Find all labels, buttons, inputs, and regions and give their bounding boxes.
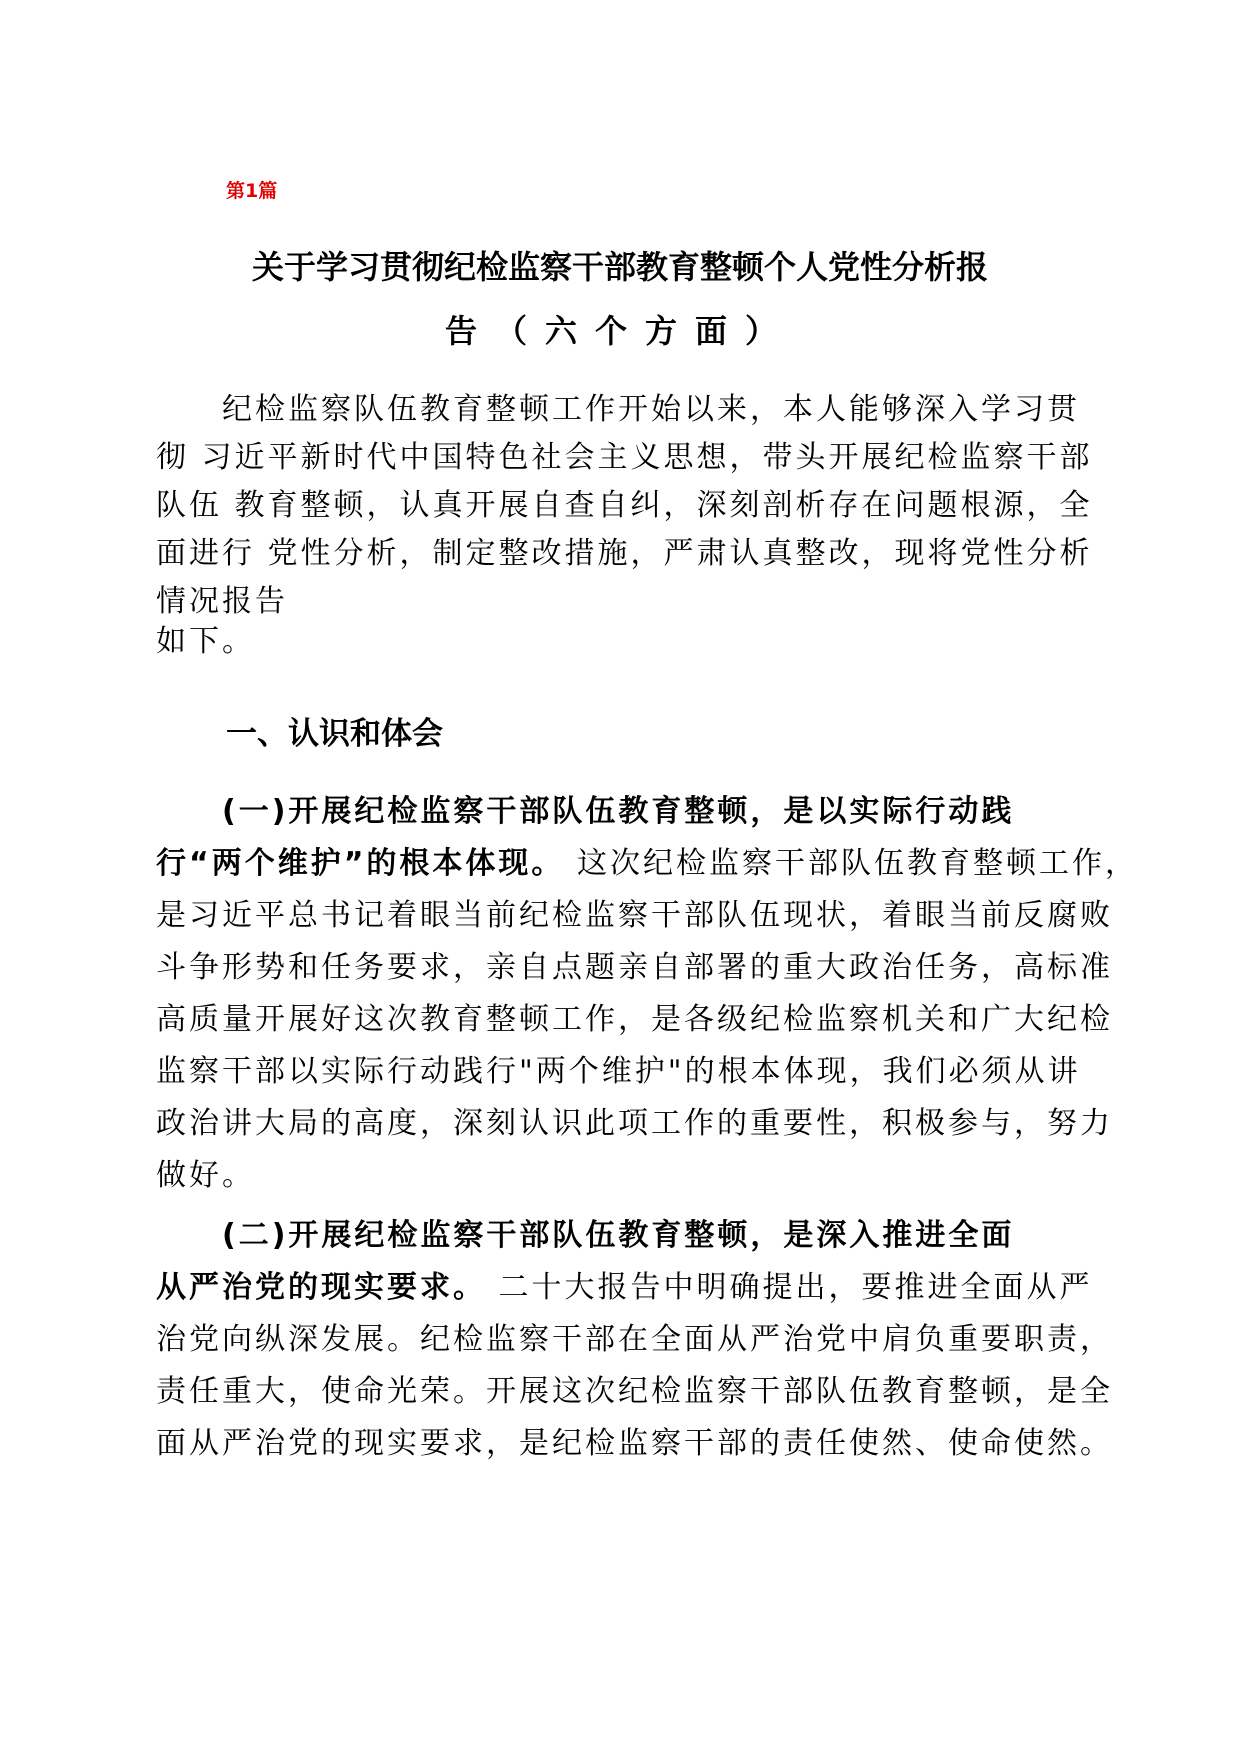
section-heading-1: 一、认识和体会: [226, 716, 443, 752]
subsection-2-heading: (二)开展纪检监察干部队伍教育整顿，是深入推进全面: [156, 1218, 1015, 1253]
subsection-2-line: 治党向纵深发展。纪检监察干部在全面从严治党中肩负重要职责，: [156, 1322, 1113, 1357]
subsection-1-line: 斗争形势和任务要求，亲自点题亲自部署的重大政治任务，高标准: [156, 950, 1113, 985]
intro-line: 面进行 党性分析，制定整改措施，严肃认真整改，现将党性分析: [156, 536, 1093, 571]
intro-line: 彻 习近平新时代中国特色社会主义思想，带头开展纪检监察干部: [156, 440, 1093, 475]
subsection-1-line: 政治讲大局的高度，深刻认识此项工作的重要性，积极参与，努力: [156, 1106, 1113, 1141]
subsection-2-line: 责任重大，使命光荣。开展这次纪检监察干部队伍教育整顿，是全: [156, 1374, 1113, 1409]
subsection-1-line: 做好。: [156, 1158, 255, 1193]
subsection-1-line: [156, 838, 1138, 882]
subsection-1-line: 监察干部以实际行动践行"两个维护"的根本体现，我们必须从讲: [156, 1054, 1081, 1089]
intro-line: 如下。: [156, 624, 255, 659]
subsection-2-line: 面从严治党的现实要求，是纪检监察干部的责任使然、使命使然。: [156, 1426, 1113, 1461]
subsection-1-text: 这次纪检监察干部队伍教育整顿工作，: [564, 846, 1138, 881]
section-tag: 第1篇: [226, 180, 278, 202]
document-title-line-2: 告（六个方面）: [444, 312, 795, 350]
subsection-1-line: 高质量开展好这次教育整顿工作，是各级纪检监察机关和广大纪检: [156, 1002, 1113, 1037]
subsection-1-line: 是习近平总书记着眼当前纪检监察干部队伍现状，着眼当前反腐败: [156, 898, 1113, 933]
intro-line: 情况报告: [156, 584, 288, 619]
document-title-line-1: 关于学习贯彻纪检监察干部教育整顿个人党性分析报: [251, 248, 988, 286]
subsection-2-heading-cont: 从严治党的现实要求。: [156, 1270, 486, 1305]
intro-line: 纪检监察队伍教育整顿工作开始以来，本人能够深入学习贯: [156, 392, 1080, 427]
subsection-1-heading: (一)开展纪检监察干部队伍教育整顿，是以实际行动践: [156, 794, 1015, 829]
intro-line: 队伍 教育整顿，认真开展自查自纠，深刻剖析存在问题根源，全: [156, 488, 1093, 523]
subsection-2-text: 二十大报告中明确提出，要推进全面从严: [486, 1270, 1093, 1305]
subsection-1-heading-cont: 行“两个维护”的根本体现。: [156, 846, 565, 881]
subsection-2-line: [156, 1262, 1093, 1306]
